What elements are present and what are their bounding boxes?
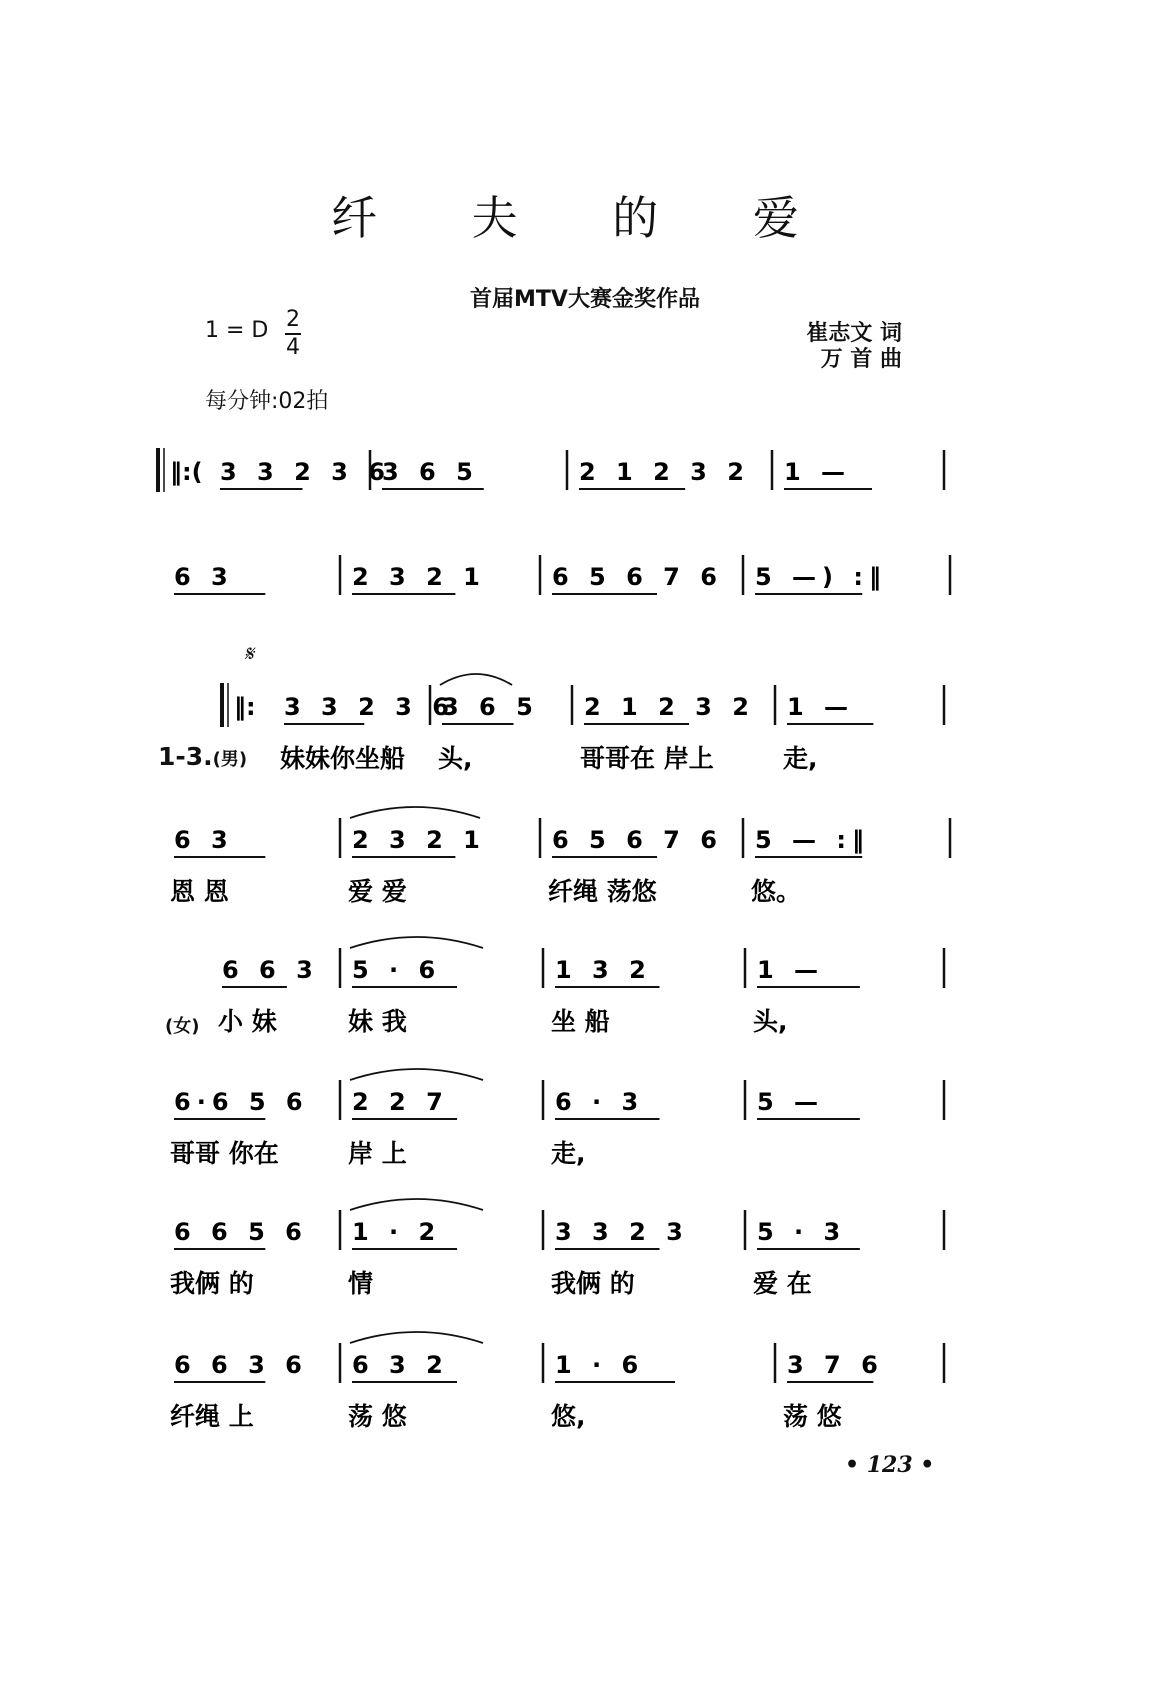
measure-notes: 3 3 2 3 xyxy=(555,1218,689,1246)
lyric-text: 我俩 的 xyxy=(170,1269,254,1298)
measure-notes: 3 3 2 3 6 xyxy=(284,693,455,721)
measure-notes: 2 3 2 1 xyxy=(352,826,486,854)
page-number: • 123 • xyxy=(845,1452,935,1478)
measure-notes: 1 — xyxy=(784,458,852,486)
female-voice-label: (女) xyxy=(165,1016,200,1037)
time-signature-numerator: 2 xyxy=(286,307,300,332)
lyric-text: 悠, xyxy=(551,1402,586,1431)
lyric-text: 走, xyxy=(783,744,818,773)
slur-arc xyxy=(350,1069,483,1080)
composer-credit: 万 首 曲 xyxy=(820,347,902,372)
measure-notes: 1 — xyxy=(787,693,855,721)
measure-notes: 2 2 7 xyxy=(352,1088,449,1116)
tempo-marking: 每分钟:02拍 xyxy=(205,389,329,414)
lyric-text: 小 妹 xyxy=(218,1007,277,1036)
measure-notes: 2 1 2 3 2 xyxy=(584,693,755,721)
repeat-start-text: ‖: xyxy=(234,693,256,721)
segno-sign: 𝄋 xyxy=(244,642,254,667)
lyric-text: 头, xyxy=(438,744,473,773)
measure-notes: 5 · 3 xyxy=(757,1218,847,1246)
slur-arc xyxy=(350,937,483,948)
slur-arc xyxy=(350,1332,483,1343)
lyric-text: 哥哥在 岸上 xyxy=(580,744,714,773)
lyric-text: 悠。 xyxy=(751,877,802,906)
measure-notes: 6 5 6 7 6 xyxy=(552,563,723,591)
slur-arc xyxy=(440,674,512,685)
measure-notes: 2 1 2 3 2 xyxy=(579,458,750,486)
measure-notes: 1 — xyxy=(757,956,825,984)
lyricist-credit: 崔志文 词 xyxy=(806,321,902,346)
slur-arc xyxy=(350,1199,483,1210)
measure-notes: 3 3 2 3 6 xyxy=(220,458,391,486)
lyric-text: 纤绳 上 xyxy=(170,1402,254,1431)
measure-notes: 1 3 2 xyxy=(555,956,652,984)
lyric-text: 爱 在 xyxy=(753,1269,812,1298)
lyric-text: 岸 上 xyxy=(348,1139,407,1168)
measure-notes: 5 — xyxy=(757,1088,825,1116)
lyric-text: 哥哥 你在 xyxy=(170,1139,279,1168)
lyric-text: 坐 船 xyxy=(551,1007,610,1036)
page-subtitle: 首届MTV大赛金奖作品 xyxy=(470,287,700,312)
measure-notes: 6 5 6 7 6 xyxy=(552,826,723,854)
measure-notes: 6 · 3 xyxy=(555,1088,645,1116)
measure-notes: 3 6 5 xyxy=(382,458,479,486)
lyric-text: 走, xyxy=(551,1139,586,1168)
repeat-start-text: ‖:( xyxy=(170,458,203,486)
lyric-text: 妹妹你坐船 xyxy=(280,744,406,773)
lyric-text: 纤绳 荡悠 xyxy=(548,877,657,906)
lyric-text: 情 xyxy=(348,1269,374,1298)
lyric-text: 妹 我 xyxy=(348,1007,407,1036)
verse-number-label: 1-3.(男) xyxy=(158,742,248,771)
measure-notes: 6 3 xyxy=(174,826,234,854)
measure-notes: 2 3 2 1 xyxy=(352,563,486,591)
lyric-text: 我俩 的 xyxy=(551,1269,635,1298)
measure-notes: 5 · 6 xyxy=(352,956,442,984)
measure-notes: 6 3 xyxy=(174,563,234,591)
lyric-text: 恩 恩 xyxy=(170,877,229,906)
measure-notes: 6 6 3 6 xyxy=(174,1351,308,1379)
lyric-text: 头, xyxy=(753,1007,788,1036)
measure-notes: 6 6 3 xyxy=(222,956,319,984)
slur-arc xyxy=(350,807,480,818)
measure-notes: 3 6 5 xyxy=(442,693,539,721)
measure-notes: 5 —) :‖ xyxy=(755,563,887,591)
lyric-text: 爱 爱 xyxy=(348,877,407,906)
key-label: 1 = D xyxy=(205,318,269,343)
page-title: 纤 夫 的 爱 xyxy=(331,191,839,245)
measure-notes: 1 · 2 xyxy=(352,1218,442,1246)
measure-notes: 1 · 6 xyxy=(555,1351,645,1379)
measure-notes: 5 — :‖ xyxy=(755,826,871,854)
measure-notes: 6·6 5 6 xyxy=(174,1088,309,1116)
measure-notes: 6 3 2 xyxy=(352,1351,449,1379)
measure-notes: 3 7 6 xyxy=(787,1351,884,1379)
time-signature-denominator: 4 xyxy=(286,335,300,360)
measure-notes: 6 6 5 6 xyxy=(174,1218,308,1246)
lyric-text: 荡 悠 xyxy=(348,1402,407,1431)
lyric-text: 荡 悠 xyxy=(783,1402,842,1431)
